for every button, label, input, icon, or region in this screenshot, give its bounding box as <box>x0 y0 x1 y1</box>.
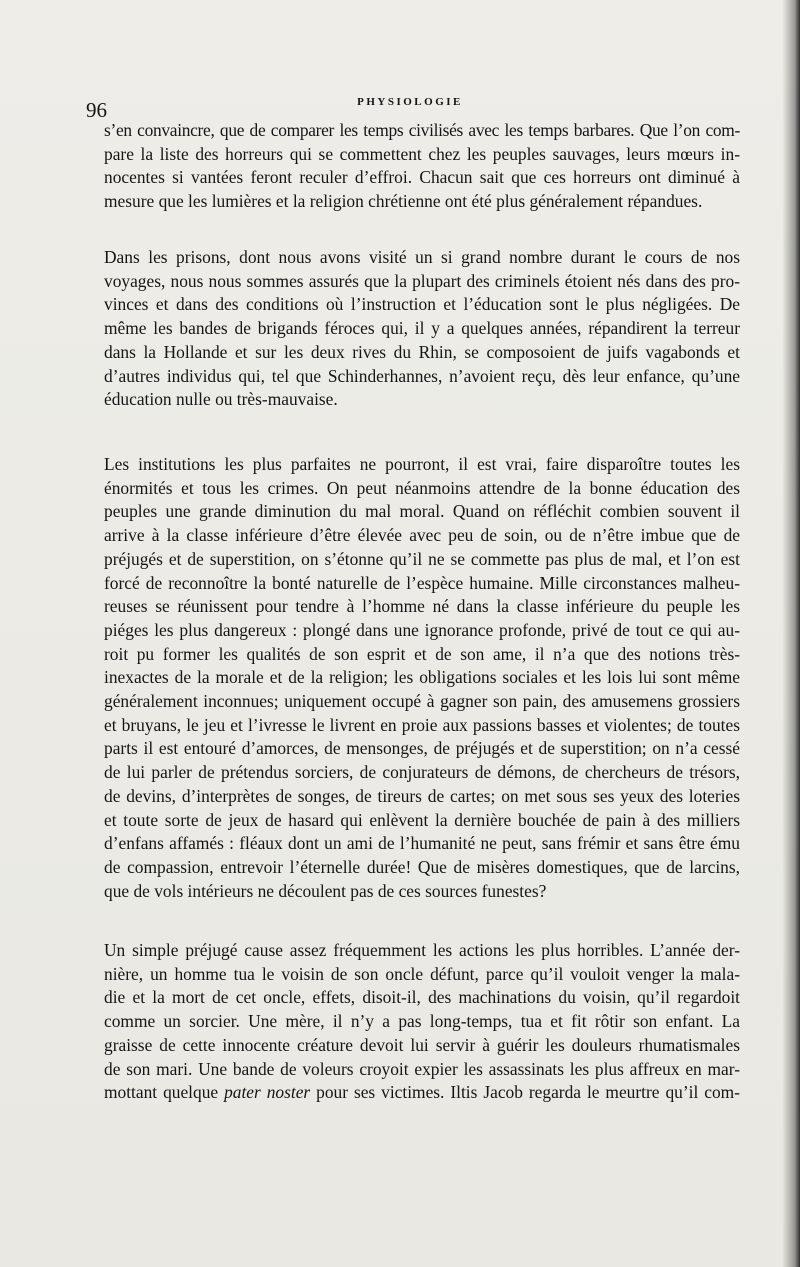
text-line: Les institutions les plus parfaites ne pourront, il est vrai, faire disparoître toutes les <box>104 454 740 474</box>
text-line: de compassion, entrevoir l’éternelle durée! Que de misères domestiques, que de larcins, <box>104 856 740 877</box>
text-line: forcé de reconnoître la bonté naturelle de l’espèce humaine. Mille circonstances malheu- <box>104 572 740 593</box>
text-line: de son mari. Une bande de voleurs croyoit expier les assassinats les plus affreux en mar- <box>104 1058 740 1079</box>
text-line: arrive à la classe inférieure d’être élevée avec peu de soin, ou de n’être imbue que de <box>104 525 740 546</box>
text-line: énormités et tous les crimes. On peut néanmoins attendre de la bonne éducation des <box>104 477 740 498</box>
text-line: die et la mort de cet oncle, effets, disoit-il, des machinations du voisin, qu’il regardoit <box>104 987 740 1008</box>
page-edge-shadow <box>782 0 800 1267</box>
text-line: nocentes si vantées feront reculer d’effroi. Chacun sait que ces horreurs ont diminué à <box>104 167 740 188</box>
text-line: nière, un homme tua le voisin de son oncle défunt, parce qu’il vouloit venger la mala- <box>104 963 740 984</box>
text-line: vinces et dans des conditions où l’instruction et l’éducation sont le plus négligées. De <box>104 294 740 315</box>
text-line: d’autres individus qui, tel que Schinderhannes, n’avoient reçu, dès leur enfance, qu’une <box>104 365 740 386</box>
text-line: d’enfans affamés : fléaux dont un ami de l’humanité ne peut, sans frémir et sans être ému <box>104 833 740 854</box>
text-line <box>104 1081 740 1105</box>
text-line: préjugés et de superstition, on s’étonne qu’il ne se commette pas plus de mal, et l’on est <box>104 548 740 569</box>
text-line: de lui parler de prétendus sorciers, de conjurateurs de démons, de chercheurs de trésors, <box>104 762 740 783</box>
text-line: voyages, nous nous sommes assurés que la plupart des criminels étoient nés dans des pro- <box>104 270 740 291</box>
running-head: PHYSIOLOGIE <box>357 96 463 108</box>
text-line: peuples une grande diminution du mal moral. Quand on réfléchit combien souvent il <box>104 501 740 522</box>
text-line: inexactes de la morale et de la religion; les obligations sociales et les lois lui sont même <box>104 667 740 688</box>
text-line: piéges les plus dangereux : plongé dans une ignorance profonde, privé de tout ce qui au- <box>104 619 740 640</box>
page-number: 96 <box>86 98 107 122</box>
text-line: reuses se réunissent pour tendre à l’homme né dans la classe inférieure du peuple les <box>104 596 740 617</box>
text-line: et bruyans, le jeu et l’ivresse le livrent en proie aux passions basses et violentes; de toutes <box>104 714 740 735</box>
text-line: mesure que les lumières et la religion chrétienne ont été plus généralement répandues. <box>104 191 703 212</box>
text-segment: mottant quelque <box>104 1082 225 1103</box>
text-line: généralement inconnues; uniquement occupé à gagner son pain, des amusemens grossiers <box>104 691 740 712</box>
paragraph-4 <box>104 939 740 1105</box>
text-line: Un simple préjugé cause assez fréquemment les actions les plus horribles. L’année der- <box>104 940 740 960</box>
text-line: que de vols intérieurs ne découlent pas de ces sources funestes? <box>104 880 547 901</box>
text-line: éducation nulle ou très-mauvaise. <box>104 389 338 410</box>
italic-phrase: pater noster <box>224 1082 311 1103</box>
text-line: Dans les prisons, dont nous avons visité un si grand nombre durant le cours de nos <box>104 247 740 267</box>
text-line: dans la Hollande et sur les deux rives du Rhin, se composoient de juifs vagabonds et <box>104 341 740 362</box>
text-segment: pour ses victimes. Iltis Jacob regarda le meurtre qu’il com- <box>310 1082 740 1103</box>
text-line: graisse de cette innocente créature devoit lui servir à guérir les douleurs rhumatismales <box>104 1034 740 1055</box>
text-line: s’en convaincre, que de comparer les temps civilisés avec les temps barbares. Que l’on com- <box>104 120 740 140</box>
text-line: même les bandes de brigands féroces qui, il y a quelques années, répandirent la terreur <box>104 318 740 339</box>
text-line: pare la liste des horreurs qui se commettent chez les peuples sauvages, leurs mœurs in- <box>104 143 740 164</box>
text-line: de devins, d’interprètes de songes, de tireurs de cartes; on met sous ses yeux des loteries <box>104 785 740 806</box>
text-line: et toute sorte de jeux de hasard qui enlèvent la dernière bouchée de pain à des milliers <box>104 809 740 830</box>
text-line: comme un sorcier. Une mère, il n’y a pas long-temps, tua et fit rôtir son enfant. La <box>104 1011 740 1032</box>
text-line: parts il est entouré d’amorces, de mensonges, de préjugés et de superstition; on n’a cessé <box>104 738 740 759</box>
paragraph-2 <box>104 246 740 412</box>
paragraph-1 <box>104 119 740 214</box>
text-line: roit pu former les qualités de son esprit et de son ame, il n’a que des notions très- <box>104 643 740 664</box>
paragraph-3 <box>104 453 740 903</box>
